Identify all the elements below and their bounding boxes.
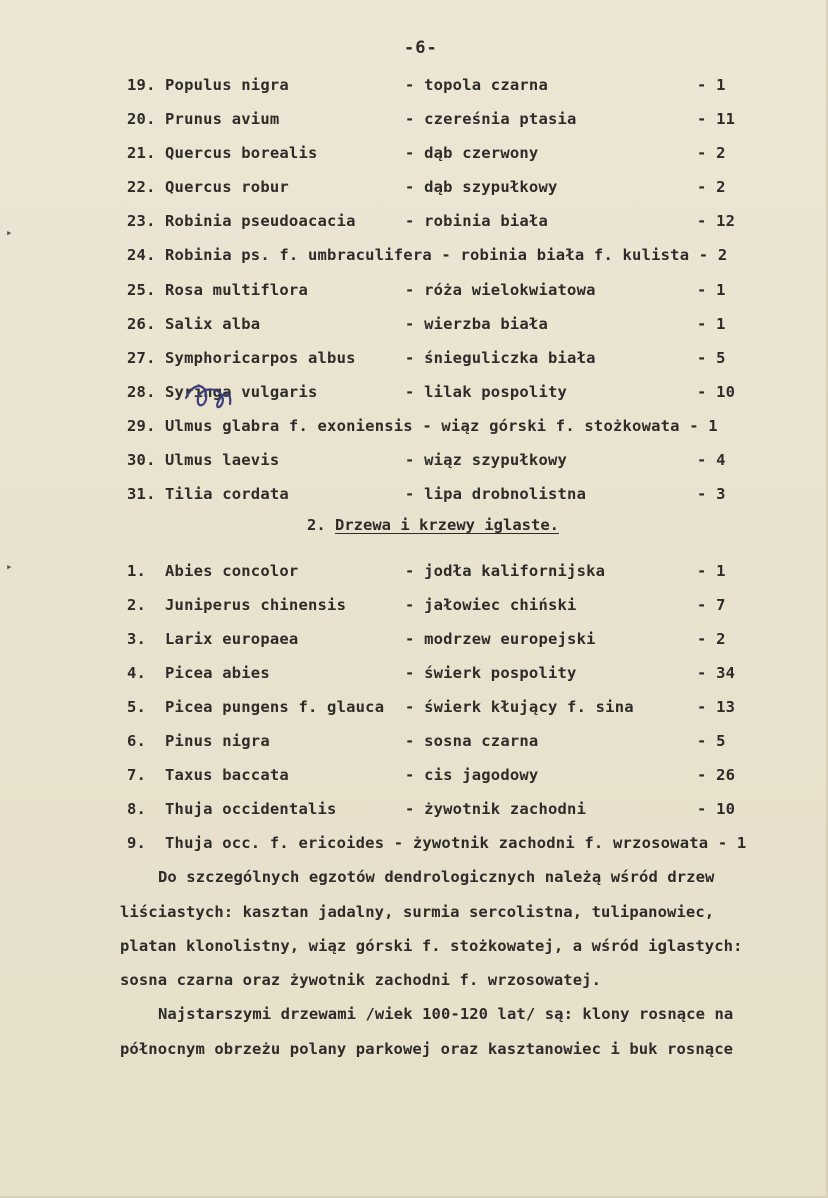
paragraph-line: Do szczególnych egzotów dendrologicznych należą wśród drzew [158,868,715,886]
page-number: -6- [404,38,438,58]
list-item: 2. Juniperus chinensis - jałowiec chiński - 7 [127,596,726,614]
paragraph-line: północnym obrzeżu polany parkowej oraz kasztanowiec i buk rosnące [120,1040,734,1058]
list-item: 25. Rosa multiflora - róża wielokwiatowa - 1 [127,281,726,299]
paragraph-line: Najstarszymi drzewami /wiek 100-120 lat/ są: klony rosnące na [158,1005,734,1023]
paragraph-line: liściastych: kasztan jadalny, surmia sercolistna, tulipanowiec, [120,903,715,921]
list-item: 30. Ulmus laevis - wiąz szypułkowy - 4 [127,451,726,469]
list-item: 27. Symphoricarpos albus - śnieguliczka biała - 5 [127,349,726,367]
list-item: 23. Robinia pseudoacacia - robinia biała - 12 [127,212,736,230]
list-item: 6. Pinus nigra - sosna czarna - 5 [127,732,726,750]
handwritten-annotation-icon [178,376,238,416]
list-item: 19. Populus nigra - topola czarna - 1 [127,76,726,94]
list-item: 26. Salix alba - wierzba biała - 1 [127,315,726,333]
list-item: 29. Ulmus glabra f. exoniensis - wiąz górski f. stożkowata - 1 [127,417,718,435]
list-item: 4. Picea abies - świerk pospolity - 34 [127,664,736,682]
list-item: 9. Thuja occ. f. ericoides - żywotnik zachodni f. wrzosowata - 1 [127,834,747,852]
list-item: 3. Larix europaea - modrzew europejski - 2 [127,630,726,648]
list-item: 7. Taxus baccata - cis jagodowy - 26 [127,766,736,784]
list-item: 28. Syringa vulgaris - lilak pospolity - 10 [127,383,736,401]
list-item: 1. Abies concolor - jodła kalifornijska - 1 [127,562,726,580]
section-heading [307,516,559,534]
margin-mark-icon: ▸ [6,226,13,239]
section-number: 2. [307,516,326,534]
section-title: Drzewa i krzewy iglaste. [335,516,559,534]
list-item: 22. Quercus robur - dąb szypułkowy - 2 [127,178,726,196]
paragraph-line: platan klonolistny, wiąz górski f. stożkowatej, a wśród iglastych: [120,937,743,955]
list-item: 31. Tilia cordata - lipa drobnolistna - 3 [127,485,726,503]
margin-mark-icon: ▸ [6,560,13,573]
list-item: 20. Prunus avium - czereśnia ptasia - 11 [127,110,736,128]
list-item: 24. Robinia ps. f. umbraculifera - robinia biała f. kulista - 2 [127,246,728,264]
list-item: 5. Picea pungens f. glauca - świerk kłujący f. sina - 13 [127,698,736,716]
list-item: 21. Quercus borealis - dąb czerwony - 2 [127,144,726,162]
paragraph-line: sosna czarna oraz żywotnik zachodni f. wrzosowatej. [120,971,602,989]
list-item: 8. Thuja occidentalis - żywotnik zachodni - 10 [127,800,736,818]
